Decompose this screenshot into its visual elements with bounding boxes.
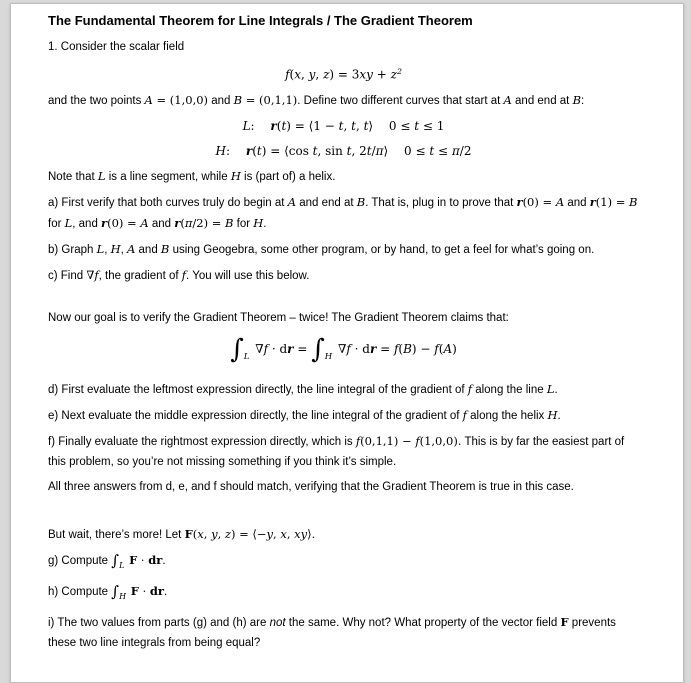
text-run: (	[276, 118, 282, 133]
text-run: f	[285, 67, 290, 82]
text-run: r	[270, 118, 277, 133]
part-e	[48, 405, 639, 426]
text-run: (	[289, 67, 295, 82]
text-run: for	[233, 217, 254, 230]
text-run: But wait, there’s more! Let	[48, 528, 185, 541]
text-run: ∇	[251, 341, 264, 356]
text-run: (0) =	[522, 194, 556, 209]
text-run: z	[390, 67, 397, 82]
answers-note	[48, 477, 639, 497]
text-run: A	[287, 194, 296, 209]
text-run: . You will use this below.	[186, 269, 310, 282]
text-run: B	[356, 194, 366, 209]
text-run: A	[144, 92, 153, 107]
text-run: (	[192, 526, 198, 541]
text-run: f	[393, 341, 399, 356]
text-run: f	[263, 341, 269, 356]
text-run: xy	[359, 67, 373, 82]
text-run: . That is, plug in to prove that	[365, 196, 517, 209]
text-run: dr	[149, 583, 164, 598]
text-run: F	[130, 583, 139, 598]
text-run: using Geogebra, some other program, or by hand, to get a feel for what’s going on.	[169, 243, 595, 256]
text-run: L	[546, 381, 555, 396]
scalar-field-equation	[48, 62, 639, 85]
text-run: L	[242, 118, 251, 133]
text-run: .	[557, 409, 561, 422]
text-run: L	[119, 560, 125, 570]
part-h	[48, 581, 639, 607]
text-run: r	[174, 215, 181, 230]
text-run: f) Finally evaluate the rightmost expression directly, which is	[48, 435, 356, 448]
text-run: 0 ≤	[404, 143, 430, 158]
text-run: , sin	[317, 143, 347, 158]
text-run: F	[184, 526, 193, 541]
text-run: ,	[104, 243, 111, 256]
text-run: dr	[148, 552, 163, 567]
vector-field-line	[48, 524, 639, 545]
text-run: A	[503, 92, 512, 107]
text-run: · d	[350, 341, 370, 356]
text-run: :	[225, 143, 231, 158]
part-d	[48, 379, 639, 400]
part-f	[48, 431, 639, 472]
text-run: .	[263, 217, 267, 230]
text-run: H	[230, 168, 241, 183]
text-run: ,	[301, 67, 309, 82]
text-run: ,	[355, 118, 364, 133]
text-run: ,	[343, 118, 352, 133]
text-run: is a line segment, while	[105, 170, 231, 183]
text-run: ,	[273, 526, 281, 541]
text-run: :	[250, 118, 255, 133]
text-run: (	[438, 341, 444, 356]
text-run: B	[403, 341, 412, 356]
document-page	[10, 3, 684, 683]
part-g	[48, 550, 639, 576]
text-run: 0 ≤	[388, 118, 415, 133]
text-run: along the line	[472, 383, 547, 396]
intro-line	[48, 37, 639, 57]
text-run: y	[211, 526, 218, 541]
text-run: /	[371, 143, 376, 158]
text-run: B	[225, 215, 234, 230]
text-run: (	[252, 143, 257, 158]
text-run: t	[281, 118, 287, 133]
text-run: b) Graph	[48, 243, 97, 256]
text-run: H	[324, 351, 333, 362]
part-i	[48, 612, 639, 653]
text-run: along the helix	[466, 409, 548, 422]
text-run	[373, 119, 389, 133]
text-run: H	[547, 407, 558, 422]
text-run: t	[429, 143, 435, 158]
text-run: f	[467, 381, 473, 396]
text-run: r	[287, 341, 294, 356]
text-run: ·	[137, 552, 149, 567]
text-run: and	[564, 196, 590, 209]
text-run: L	[64, 215, 73, 230]
text-run: and	[208, 94, 234, 107]
text-run: = (0,1,1)	[242, 92, 298, 107]
text-run: ∇	[86, 267, 95, 282]
text-run: and end at	[296, 196, 357, 209]
text-run: , 2	[351, 143, 367, 158]
text-run: Now our goal is to verify the Gradient Theorem – twice! The Gradient Theorem claims that:	[48, 311, 509, 324]
text-run: .	[164, 585, 168, 598]
goal-line	[48, 308, 639, 328]
text-run: H	[110, 241, 121, 256]
text-run: · d	[268, 341, 288, 356]
text-run: )	[452, 341, 457, 356]
text-run: A	[443, 341, 453, 356]
text-run: x	[197, 526, 204, 541]
text-run: = (1,0,0)	[152, 92, 209, 107]
text-run: and end at	[511, 94, 573, 107]
text-run: B	[233, 92, 243, 107]
text-run: y	[266, 526, 273, 541]
text-run: ∫	[111, 551, 120, 570]
text-run: t	[366, 143, 372, 158]
text-run: x	[280, 526, 287, 541]
text-run: =	[293, 341, 312, 356]
text-run: ⟩	[383, 143, 389, 158]
text-run: (	[180, 215, 185, 230]
text-run: t	[351, 118, 356, 133]
text-run: f	[181, 267, 187, 282]
text-run: /2) =	[192, 215, 225, 230]
text-run: ≤	[434, 143, 452, 158]
text-run: (0,1,1) −	[360, 433, 416, 448]
text-run	[230, 144, 246, 158]
text-run: ∫	[311, 334, 325, 365]
text-run: B	[572, 92, 582, 107]
text-run: f	[346, 341, 351, 356]
text-run: +	[372, 67, 391, 82]
text-run: , the gradient of	[98, 269, 182, 282]
part-b	[48, 239, 639, 260]
text-run: A	[140, 215, 149, 230]
text-run: xy	[294, 526, 308, 541]
part-c	[48, 265, 639, 286]
text-run: r	[245, 143, 253, 158]
text-run: e) Next evaluate the middle expression directly, the line integral of the gradient of	[48, 409, 463, 422]
text-run: ,	[315, 67, 324, 82]
text-run: .	[162, 554, 166, 567]
text-run: and	[135, 243, 161, 256]
text-run: H	[119, 591, 127, 601]
text-run: ∇	[334, 341, 347, 356]
text-run: t	[346, 143, 352, 158]
text-run: L	[97, 168, 106, 183]
text-run: ) = 3	[329, 67, 360, 82]
text-run: ) = ⟨−	[230, 526, 267, 541]
text-run: y	[308, 67, 316, 82]
text-run: (1,0,0).	[419, 433, 462, 448]
text-run: ,	[217, 526, 225, 541]
text-run: ⟩.	[307, 526, 316, 541]
text-run: π	[451, 143, 460, 158]
text-run: π	[184, 215, 193, 230]
text-run: Note that	[48, 170, 98, 183]
text-run: is (part of) a helix.	[240, 170, 336, 183]
text-run: and the two points	[48, 94, 145, 107]
points-line	[48, 90, 639, 111]
text-run: H	[253, 215, 264, 230]
text-run: ,	[203, 526, 212, 541]
text-run: (0) =	[107, 215, 141, 230]
gradient-theorem-equation	[48, 333, 639, 373]
text-run: i) The two values from parts (g) and (h) are	[48, 616, 270, 629]
text-run: A	[127, 241, 136, 256]
text-run: =	[376, 341, 394, 356]
text-run: f	[94, 267, 99, 282]
text-run: ·	[138, 583, 150, 598]
text-run: ∫	[111, 582, 120, 601]
text-run: f	[415, 433, 420, 448]
text-run: a) First verify that both curves truly do begin at	[48, 196, 288, 209]
curve-H-definition	[48, 141, 639, 161]
text-run: prevents these two line integrals from being equal?	[48, 616, 616, 649]
part-a	[48, 192, 639, 234]
curve-L-definition	[48, 116, 639, 136]
text-run: ) = ⟨1 −	[286, 118, 339, 133]
text-run: t	[338, 118, 344, 133]
text-run: L	[243, 351, 250, 362]
text-run: This is by far the easiest part of this problem, so you’re not missing something if you think it’s simple.	[48, 435, 625, 468]
text-run: A	[555, 194, 565, 209]
text-run: c) Find	[48, 269, 87, 282]
text-run: f	[434, 341, 439, 356]
text-run: not	[269, 616, 286, 629]
text-run	[388, 144, 404, 158]
text-run	[255, 119, 271, 133]
text-run: ⟩	[368, 118, 374, 133]
text-run: F	[560, 614, 569, 629]
document-title: The Fundamental Theorem for Line Integrals / The Gradient Theorem	[48, 13, 473, 28]
text-run: ≤ 1	[419, 118, 445, 133]
text-run: r	[516, 194, 523, 209]
text-run: t	[414, 118, 420, 133]
text-run: r	[101, 215, 108, 230]
text-run: ,	[120, 243, 128, 256]
text-run: ) −	[411, 341, 435, 356]
text-run: f	[462, 407, 467, 422]
text-run: H	[215, 143, 226, 158]
text-run: ∫	[230, 334, 244, 365]
text-run: (1) =	[595, 194, 630, 209]
text-run: F	[129, 552, 138, 567]
text-run: the same. Why not? What property of the vector field	[285, 616, 561, 629]
note-line	[48, 166, 639, 187]
text-run: t	[363, 118, 369, 133]
text-run: /2	[459, 143, 472, 158]
text-run: for	[48, 217, 65, 230]
text-run: 1. Consider the scalar field	[48, 41, 185, 53]
text-run: .	[554, 383, 558, 396]
text-run: h) Compute	[48, 585, 112, 598]
text-run: ) = ⟨cos	[261, 143, 313, 158]
text-run: and	[148, 217, 175, 230]
text-run: x	[294, 67, 301, 82]
text-run: π	[375, 143, 384, 158]
text-run: :	[581, 94, 585, 107]
text-run: z	[224, 526, 231, 541]
text-run: t	[312, 143, 318, 158]
text-run: r	[589, 194, 596, 209]
text-run: g) Compute	[48, 554, 112, 567]
text-run: B	[629, 194, 638, 209]
text-run: ,	[286, 526, 295, 541]
text-run: z	[323, 67, 330, 82]
text-run: B	[160, 241, 170, 256]
text-run: 2	[396, 67, 402, 76]
text-run: (	[398, 341, 404, 356]
text-run: L	[96, 241, 105, 256]
text-run: f	[355, 433, 361, 448]
text-run: , and	[72, 217, 102, 230]
text-run: t	[256, 143, 262, 158]
text-run: All three answers from d, e, and f should match, verifying that the Gradient Theorem is true in this case.	[48, 480, 574, 493]
text-run: r	[369, 341, 377, 356]
text-run: d) First evaluate the leftmost expression directly, the line integral of the gradient of	[48, 383, 468, 396]
text-run: . Define two different curves that start at	[297, 94, 504, 107]
